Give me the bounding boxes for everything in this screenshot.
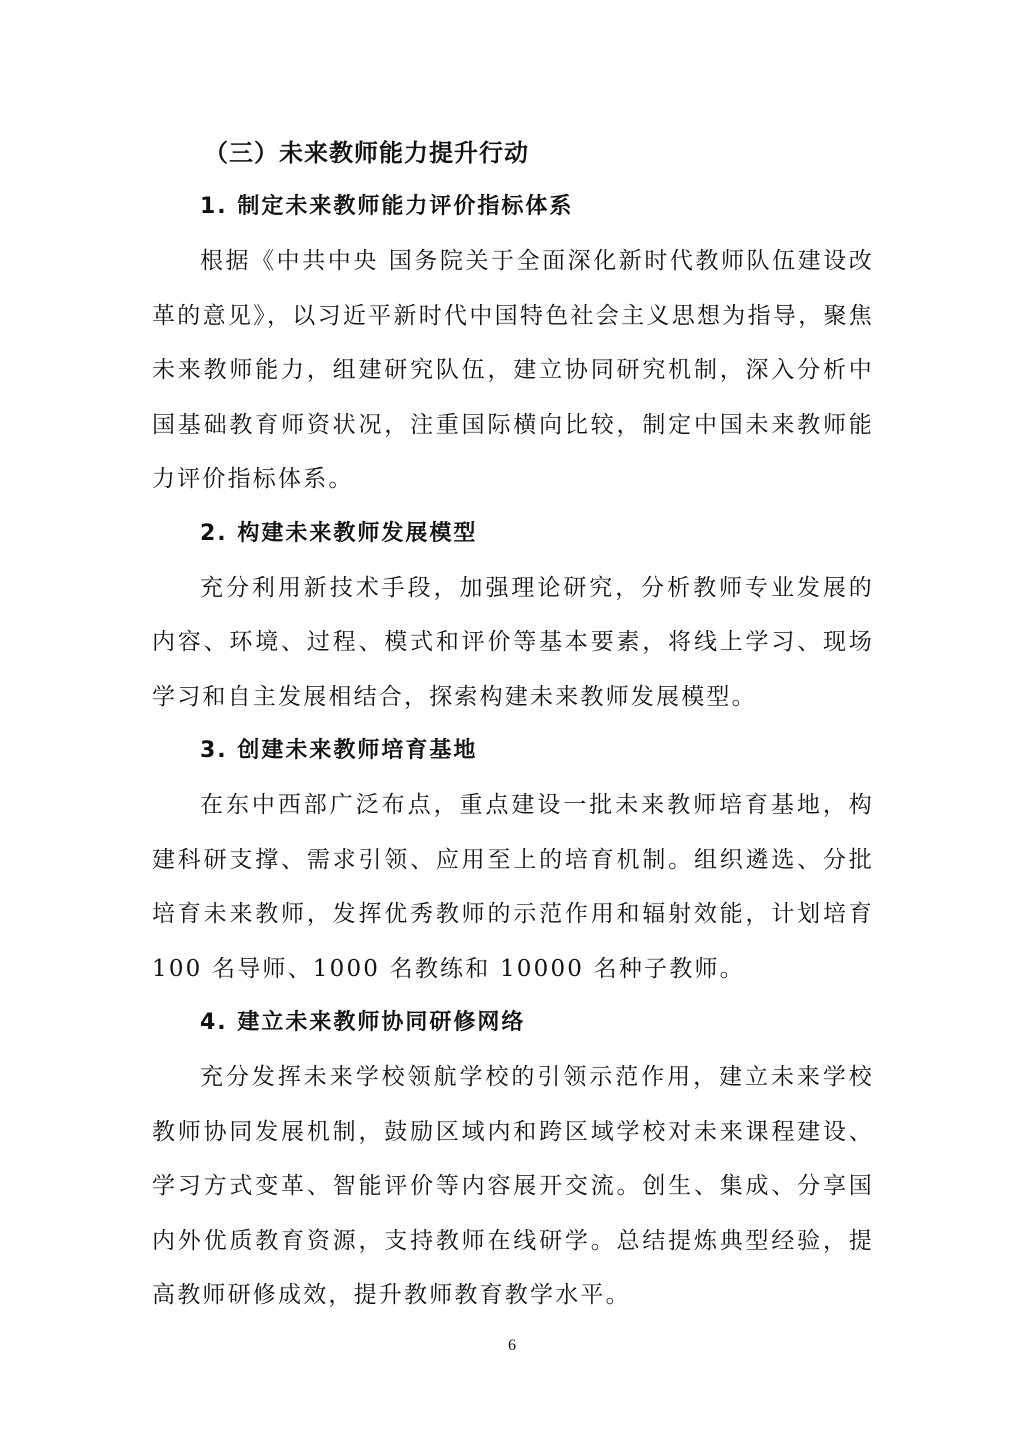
item-1-heading: 1. 制定未来教师能力评价指标体系 xyxy=(200,194,574,219)
item-3-heading: 3. 创建未来教师培育基地 xyxy=(200,738,478,763)
section-heading: （三）未来教师能力提升行动 xyxy=(204,139,529,167)
page-number: 6 xyxy=(508,1337,516,1354)
document-body xyxy=(152,126,874,1323)
item-3-paragraph: 在东中西部广泛布点，重点建设一批未来教师培育基地，构建科研支撑、需求引领、应用至上的培育机制。组织遴选、分批培育未来教师，发挥优秀教师的示范作用和辐射效能，计划培育 100 名导师、1000 名教练和 10000 名种子教师。 xyxy=(152,792,874,982)
item-4-heading: 4. 建立未来教师协同研修网络 xyxy=(200,1010,526,1035)
item-2-paragraph: 充分利用新技术手段，加强理论研究，分析教师专业发展的内容、环境、过程、模式和评价等基本要素，将线上学习、现场学习和自主发展相结合，探索构建未来教师发展模型。 xyxy=(152,574,874,710)
item-4-paragraph: 充分发挥未来学校领航学校的引领示范作用，建立未来学校教师协同发展机制，鼓励区域内和跨区域学校对未来课程建设、学习方式变革、智能评价等内容展开交流。创生、集成、分享国内外优质教育资源，支持教师在线研学。总结提炼典型经验，提高教师研修成效，提升教师教育教学水平。 xyxy=(152,1064,874,1308)
item-1-paragraph: 根据《中共中央 国务院关于全面深化新时代教师队伍建设改革的意见》，以习近平新时代中国特色社会主义思想为指导，聚焦未来教师能力，组建研究队伍，建立协同研究机制，深入分析中国基础教育师资状况，注重国际横向比较，制定中国未来教师能力评价指标体系。 xyxy=(152,248,874,492)
item-2-heading: 2. 构建未来教师发展模型 xyxy=(200,520,478,546)
